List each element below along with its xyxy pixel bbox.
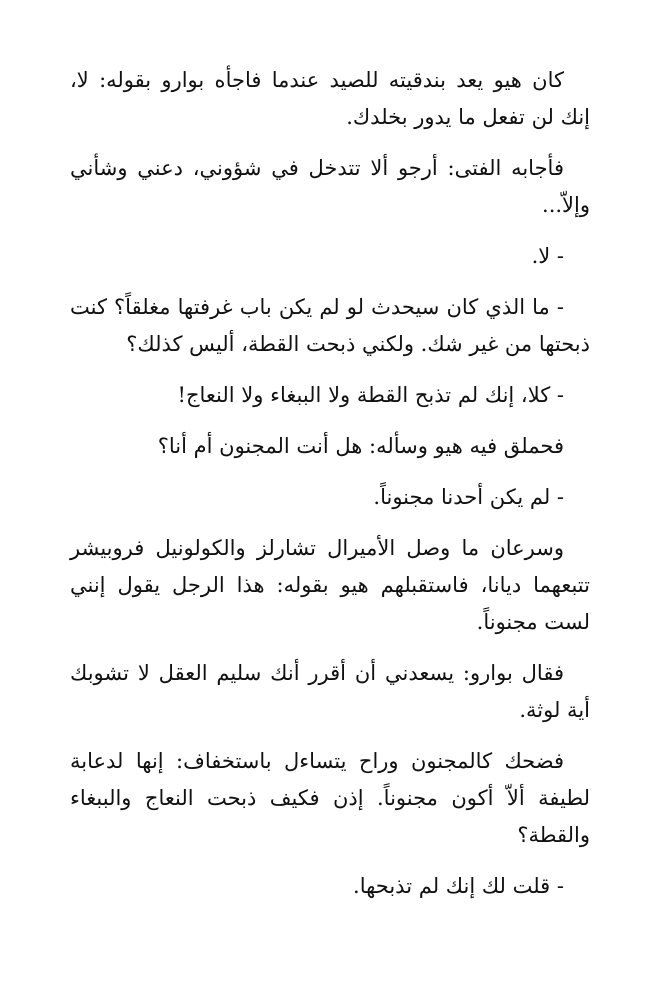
paragraph-3: - لا. bbox=[531, 244, 564, 268]
book-page bbox=[70, 62, 590, 919]
paragraph-2: فأجابه الفتى: أرجو ألا تتدخل في شؤوني، دعني وشأني وإلاّ... bbox=[70, 156, 590, 217]
paragraph-1: كان هيو يعد بندقيته للصيد عندما فاجأه بوارو بقوله: لا، إنك لن تفعل ما يدور بخلدك. bbox=[70, 68, 590, 129]
paragraph-9: فقال بوارو: يسعدني أن أقرر أنك سليم العقل لا تشوبك أية لوثة. bbox=[70, 661, 590, 722]
paragraph-10: فضحك كالمجنون وراح يتساءل باستخفاف: إنها لدعابة لطيفة ألاّ أكون مجنوناً. إذن فكيف ذبحت النعاج والببغاء والقطة؟ bbox=[70, 749, 590, 847]
paragraph-7: - لم يكن أحدنا مجنوناً. bbox=[373, 485, 564, 509]
paragraph-4: - ما الذي كان سيحدث لو لم يكن باب غرفتها مغلقاً؟ كنت ذبحتها من غير شك. ولكني ذبحت القطة، أليس كذلك؟ bbox=[70, 295, 590, 356]
paragraph-8: وسرعان ما وصل الأميرال تشارلز والكولونيل فروبيشر تتبعهما ديانا، فاستقبلهم هيو بقوله: هذا الرجل يقول إنني لست مجنوناً. bbox=[70, 536, 590, 634]
paragraph-6: فحملق فيه هيو وسأله: هل أنت المجنون أم أنا؟ bbox=[157, 434, 564, 458]
paragraph-5: - كلا، إنك لم تذبح القطة ولا الببغاء ولا النعاج! bbox=[177, 383, 564, 407]
paragraph-11: - قلت لك إنك لم تذبحها. bbox=[353, 874, 564, 898]
